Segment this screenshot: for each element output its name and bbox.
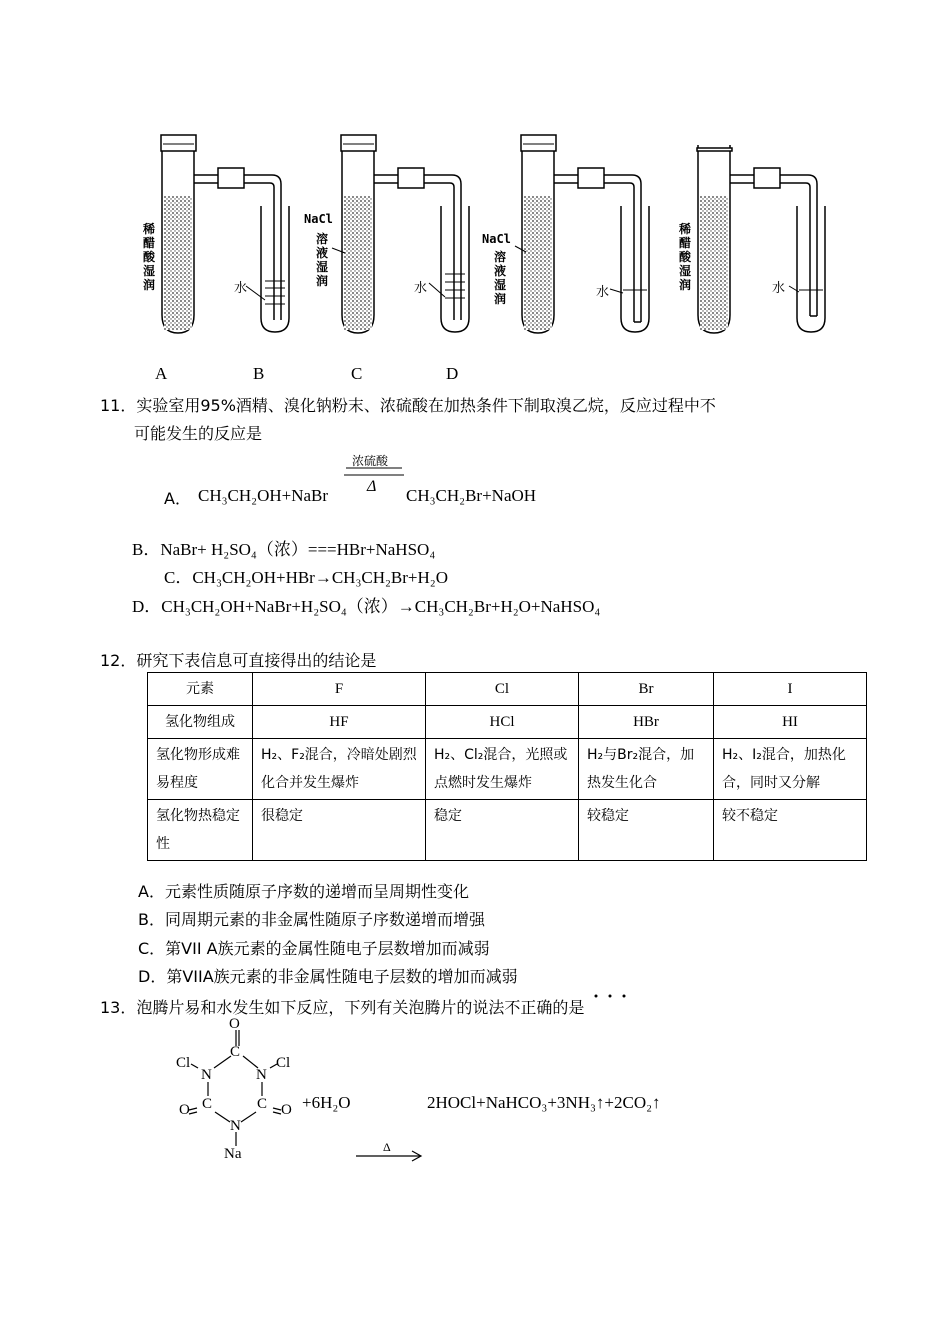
atom-n-left: N bbox=[201, 1067, 212, 1083]
q11-condition-bottom: Δ bbox=[367, 478, 377, 495]
emphasis-dot bbox=[609, 995, 612, 998]
atom-o-top: O bbox=[229, 1016, 240, 1032]
label-dilute-acetic-1: 稀醋酸湿润 bbox=[143, 222, 156, 292]
table-cell: 较稳定 bbox=[579, 800, 714, 861]
q12-stem: 12．研究下表信息可直接得出的结论是 bbox=[100, 651, 377, 670]
table-cell: H₂与Br₂混合，加热发生化合 bbox=[579, 739, 714, 800]
q13-heat-symbol: Δ bbox=[383, 1140, 391, 1154]
q12-option-b: B．同周期元素的非金属性随原子序数递增而增强 bbox=[138, 910, 485, 929]
q12-option-d: D．第VIIA族元素的非金属性随电子层数的增加而减弱 bbox=[138, 967, 518, 986]
apparatus-1 bbox=[161, 135, 289, 333]
table-cell: I bbox=[714, 673, 867, 706]
table-cell: H₂、Cl₂混合，光照或点燃时发生爆炸 bbox=[426, 739, 579, 800]
q11-option-a-label: A． bbox=[164, 489, 191, 508]
stopper bbox=[161, 135, 196, 151]
atom-na: Na bbox=[224, 1146, 242, 1162]
atom-c-right: C bbox=[257, 1096, 268, 1112]
table-row-header bbox=[148, 673, 867, 706]
table-cell: F bbox=[253, 673, 426, 706]
table-cell: H₂、F₂混合，冷暗处剧烈化合并发生爆炸 bbox=[253, 739, 426, 800]
q11-stem-line2: 可能发生的反应是 bbox=[134, 424, 263, 443]
q13-products: 2HOCl+NaHCO₃+3NH₃↑+2CO₂↑ bbox=[427, 1093, 661, 1112]
water-label-2: 水 bbox=[414, 281, 428, 296]
atom-n-right: N bbox=[256, 1067, 267, 1083]
label-nacl-1: NaCl bbox=[304, 212, 333, 226]
q11-option-c: C．CH₃CH₂OH+HBr→CH₃CH₂Br+H₂O bbox=[164, 568, 448, 587]
table-row-formula bbox=[148, 706, 867, 739]
table-row-ease bbox=[148, 739, 867, 800]
label-c: C bbox=[351, 364, 363, 383]
table-cell: 稳定 bbox=[426, 800, 579, 861]
table-cell: HI bbox=[714, 706, 867, 739]
atom-c-top: C bbox=[230, 1044, 241, 1060]
apparatus-3 bbox=[515, 135, 649, 333]
q11-option-b: B．NaBr+ H₂SO₄（浓）===HBr+NaHSO₄ bbox=[132, 540, 436, 559]
table-cell: HBr bbox=[579, 706, 714, 739]
water-label-3: 水 bbox=[596, 285, 610, 300]
atom-cl-right: Cl bbox=[276, 1055, 291, 1071]
apparatus-4 bbox=[697, 145, 825, 333]
atom-n-bottom: N bbox=[230, 1118, 241, 1134]
atom-cl-left: Cl bbox=[176, 1055, 191, 1071]
water-label-1: 水 bbox=[234, 281, 248, 296]
table-cell: 氢化物形成难易程度 bbox=[148, 739, 253, 800]
q11-stem-line1: 11．实验室用95%酒精、溴化钠粉末、浓硫酸在加热条件下制取溴乙烷，反应过程中不 bbox=[100, 396, 716, 415]
water-label-4: 水 bbox=[772, 281, 786, 296]
powder-fill bbox=[164, 196, 192, 330]
atom-o-left: O bbox=[179, 1102, 190, 1118]
q13-plus-water: +6H₂O bbox=[302, 1093, 351, 1112]
label-a: A bbox=[155, 364, 168, 383]
table-row-stability bbox=[148, 800, 867, 861]
atom-c-left: C bbox=[202, 1096, 213, 1112]
q13-stem: 13．泡腾片易和水发生如下反应，下列有关泡腾片的说法不正确的是 bbox=[100, 998, 585, 1017]
emphasis-dot bbox=[595, 995, 598, 998]
table-cell: HF bbox=[253, 706, 426, 739]
table-cell: 元素 bbox=[148, 673, 253, 706]
q11-condition-top: 浓硫酸 bbox=[352, 454, 389, 468]
label-dilute-acetic-2: 稀醋酸湿润 bbox=[679, 222, 692, 292]
q12-option-a: A．元素性质随原子序数的递增而呈周期性变化 bbox=[138, 882, 469, 901]
table-cell: 氢化物组成 bbox=[148, 706, 253, 739]
table-cell: 较不稳定 bbox=[714, 800, 867, 861]
q11-option-d: D．CH₃CH₂OH+NaBr+H₂SO₄（浓）→CH₃CH₂Br+H₂O+NaHSO₄ bbox=[132, 597, 601, 616]
table-cell: HCl bbox=[426, 706, 579, 739]
label-d: D bbox=[446, 364, 459, 383]
q12-option-c: C．第VII A族元素的金属性随电子层数增加而减弱 bbox=[138, 939, 490, 958]
q11-option-a-reactants: CH₃CH₂OH+NaBr bbox=[198, 486, 329, 505]
table-cell: Br bbox=[579, 673, 714, 706]
element-hydride-table bbox=[147, 672, 867, 861]
atom-o-right: O bbox=[281, 1102, 292, 1118]
table-cell: Cl bbox=[426, 673, 579, 706]
apparatus-2 bbox=[332, 135, 469, 333]
label-solution-wet-2: 溶液湿润 bbox=[494, 250, 507, 306]
label-b: B bbox=[253, 364, 265, 383]
table-cell: H₂、I₂混合，加热化合，同时又分解 bbox=[714, 739, 867, 800]
emphasis-dot bbox=[623, 995, 626, 998]
label-nacl-2: NaCl bbox=[482, 232, 511, 246]
table-cell: 很稳定 bbox=[253, 800, 426, 861]
q11-option-a-products: CH₃CH₂Br+NaOH bbox=[406, 486, 537, 505]
table-cell: 氢化物热稳定性 bbox=[148, 800, 253, 861]
label-solution-wet-1: 溶液湿润 bbox=[316, 232, 329, 288]
